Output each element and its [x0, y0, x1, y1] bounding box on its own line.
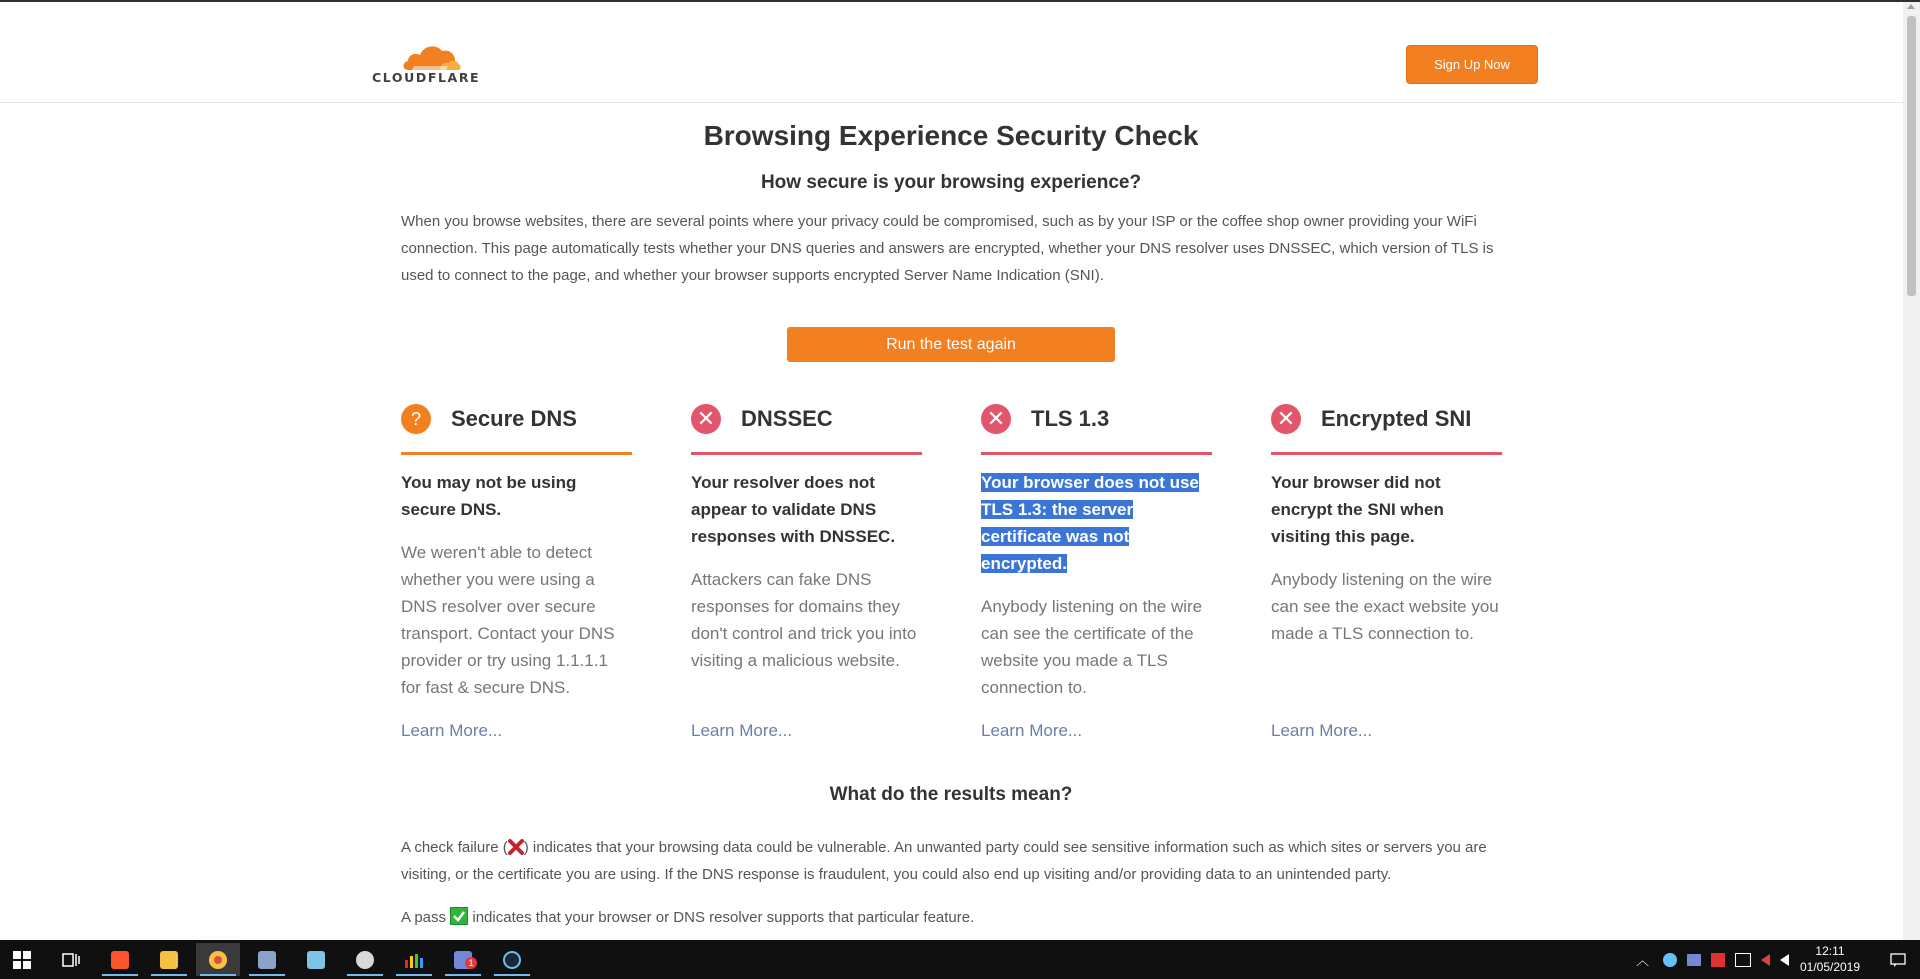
card-body: Anybody listening on the wire can see the certificate of the website you made a TLS connection to.	[981, 597, 1203, 697]
learn-more-link[interactable]: Learn More...	[401, 721, 503, 740]
steam-icon[interactable]	[490, 943, 534, 976]
card-header	[1271, 400, 1502, 455]
red-x-icon	[508, 839, 524, 855]
fail-prefix: A check failure (	[401, 839, 508, 856]
card-header	[691, 400, 922, 455]
learn-more-link[interactable]: Learn More...	[981, 721, 1083, 740]
scroll-thumb[interactable]	[1907, 16, 1916, 296]
card-title: DNSSEC	[741, 406, 833, 431]
card-body: Anybody listening on the wire can see the exact website you made a TLS connection to.	[1271, 570, 1499, 643]
card-lead: Your browser did not encrypt the SNI when visiting this page.	[1271, 473, 1444, 546]
selected-text: Your browser does not use TLS 1.3: the server certificate was not encrypted.	[981, 473, 1199, 573]
logo-text: CLOUDFLARE	[372, 70, 481, 85]
cross-icon: ✕	[691, 404, 721, 434]
card-title: Secure DNS	[451, 406, 577, 431]
pass-prefix: A pass	[401, 909, 447, 926]
tray-expand-icon[interactable]: ︿	[1636, 953, 1650, 968]
scroll-up-arrow-icon[interactable]	[1907, 4, 1915, 9]
card-lead-selected	[981, 469, 1212, 577]
system-tray	[1636, 940, 1799, 979]
run-test-again-button[interactable]: Run the test again	[787, 327, 1115, 362]
page-scrollbar[interactable]	[1903, 2, 1920, 940]
notification-center-icon[interactable]	[1876, 943, 1920, 976]
brave-icon[interactable]	[98, 943, 142, 976]
intro-paragraph: When you browse websites, there are several points where your privacy could be compromised, such as by your ISP or the coffee shop owner providing your WiFi connection. This page automatically tests whether your DNS queries and answers are encrypted, whether your DNS resolver uses DNSSEC, which version of TLS is used to connect to the page, and whether your browser supports encrypted Server Name Indication (SNI).	[401, 213, 1494, 284]
task-view-icon[interactable]	[49, 943, 93, 976]
card-body: Attackers can fake DNS responses for domains they don't control and trick you into visiting a malicious website.	[691, 570, 917, 670]
check-card-dnssec	[691, 400, 922, 674]
page-subtitle: How secure is your browsing experience?	[760, 172, 1142, 193]
question-icon: ?	[401, 404, 431, 434]
card-lead: You may not be using secure DNS.	[401, 473, 577, 519]
check-card-secure-dns	[401, 400, 632, 701]
check-card-tls13	[981, 400, 1212, 701]
windows-taskbar	[0, 940, 1920, 979]
green-check-icon	[450, 907, 468, 925]
network-icon[interactable]	[1735, 953, 1751, 967]
results-heading: What do the results mean?	[829, 784, 1073, 805]
pass-explanation	[401, 904, 1511, 931]
learn-more-link[interactable]: Learn More...	[691, 721, 793, 740]
discord-icon[interactable]	[441, 943, 485, 976]
card-title: Encrypted SNI	[1321, 406, 1472, 431]
volume-icon[interactable]	[1780, 954, 1789, 966]
chrome-icon[interactable]	[196, 943, 240, 976]
page-title: Browsing Experience Security Check	[703, 120, 1199, 151]
check-card-encrypted-sni	[1271, 400, 1502, 647]
card-header	[981, 400, 1212, 455]
cross-icon: ✕	[1271, 404, 1301, 434]
learn-more-link[interactable]: Learn More...	[1271, 721, 1373, 740]
site-header	[0, 2, 1903, 103]
notepad-icon[interactable]	[294, 943, 338, 976]
cross-icon: ✕	[981, 404, 1011, 434]
pass-suffix: indicates that your browser or DNS resolver supports that particular feature.	[472, 909, 975, 926]
card-header	[401, 400, 632, 455]
taskbar-clock[interactable]	[1790, 943, 1870, 975]
card-lead: Your resolver does not appear to validate DNS responses with DNSSEC.	[691, 473, 896, 546]
discord-badge: 1	[465, 957, 477, 969]
fail-suffix: ) indicates that your browsing data could be vulnerable. An unwanted party could see sensitive information such as which sites or servers you are visiting, or the certificate you are using. If the DNS response is fraudulent, you could also end up visiting and/or providing data to an unintended party.	[401, 839, 1487, 883]
card-title: TLS 1.3	[1031, 406, 1110, 431]
file-explorer-icon[interactable]	[147, 943, 191, 976]
app-icon-2[interactable]	[343, 943, 387, 976]
tray-discord-icon[interactable]	[1687, 954, 1701, 966]
card-body: We weren't able to detect whether you were using a DNS resolver over secure transport. Contact your DNS provider or try using 1.1.1.1 for fast & secure DNS.	[401, 543, 615, 697]
cloudflare-logo[interactable]	[370, 40, 500, 86]
app-icon[interactable]	[245, 943, 289, 976]
speaker-muted-icon[interactable]	[1761, 954, 1770, 966]
winamp-icon[interactable]	[392, 943, 436, 976]
cloud-icon	[400, 40, 462, 74]
tray-steam-icon[interactable]	[1663, 953, 1677, 967]
fail-explanation	[401, 834, 1511, 888]
clock-date: 01/05/2019	[1799, 960, 1861, 974]
tray-app-icon[interactable]	[1711, 953, 1725, 967]
clock-time: 12:11	[1815, 944, 1845, 958]
windows-start-icon[interactable]	[0, 943, 44, 976]
sign-up-button[interactable]: Sign Up Now	[1406, 45, 1538, 84]
